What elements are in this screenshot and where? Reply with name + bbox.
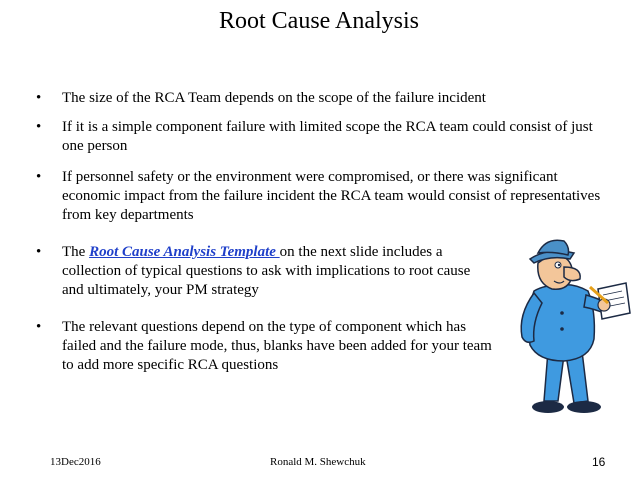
bullet-text <box>62 243 474 300</box>
bullet-text: The relevant questions depend on the type of component which has failed and the failure mode, thus, blanks have been added for your team to add more specific RCA questions <box>62 319 492 373</box>
bullet-text: If it is a simple component failure with limited scope the RCA team could consist of just one person <box>62 119 593 154</box>
rca-template-link[interactable]: Root Cause Analysis Template <box>89 244 280 260</box>
slide-title: Root Cause Analysis <box>218 8 419 34</box>
bullet-text: If personnel safety or the environment were compromised, or there was significant economic impact from the failure incident the RCA team would consist of representatives from key departments <box>62 169 601 223</box>
bullet-text: The size of the RCA Team depends on the scope of the failure incident <box>62 90 486 106</box>
cartoon-inspector-with-notepad-icon <box>508 233 632 425</box>
footer-author: Ronald M. Shewchuk <box>270 456 366 468</box>
bullet-rest: on the next slide includes a collection of typical questions to ask with implications to root cause and ultimately, your PM strategy <box>62 244 471 298</box>
page-number: 16 <box>592 455 606 469</box>
bullet-prefix: The <box>62 244 90 260</box>
bullet-marker: • <box>36 119 42 135</box>
footer-date: 13Dec2016 <box>50 456 101 468</box>
bullet-marker: • <box>36 244 42 260</box>
bullet-marker: • <box>36 319 42 335</box>
bullet-marker: • <box>36 90 42 106</box>
bullet-marker: • <box>36 169 42 185</box>
